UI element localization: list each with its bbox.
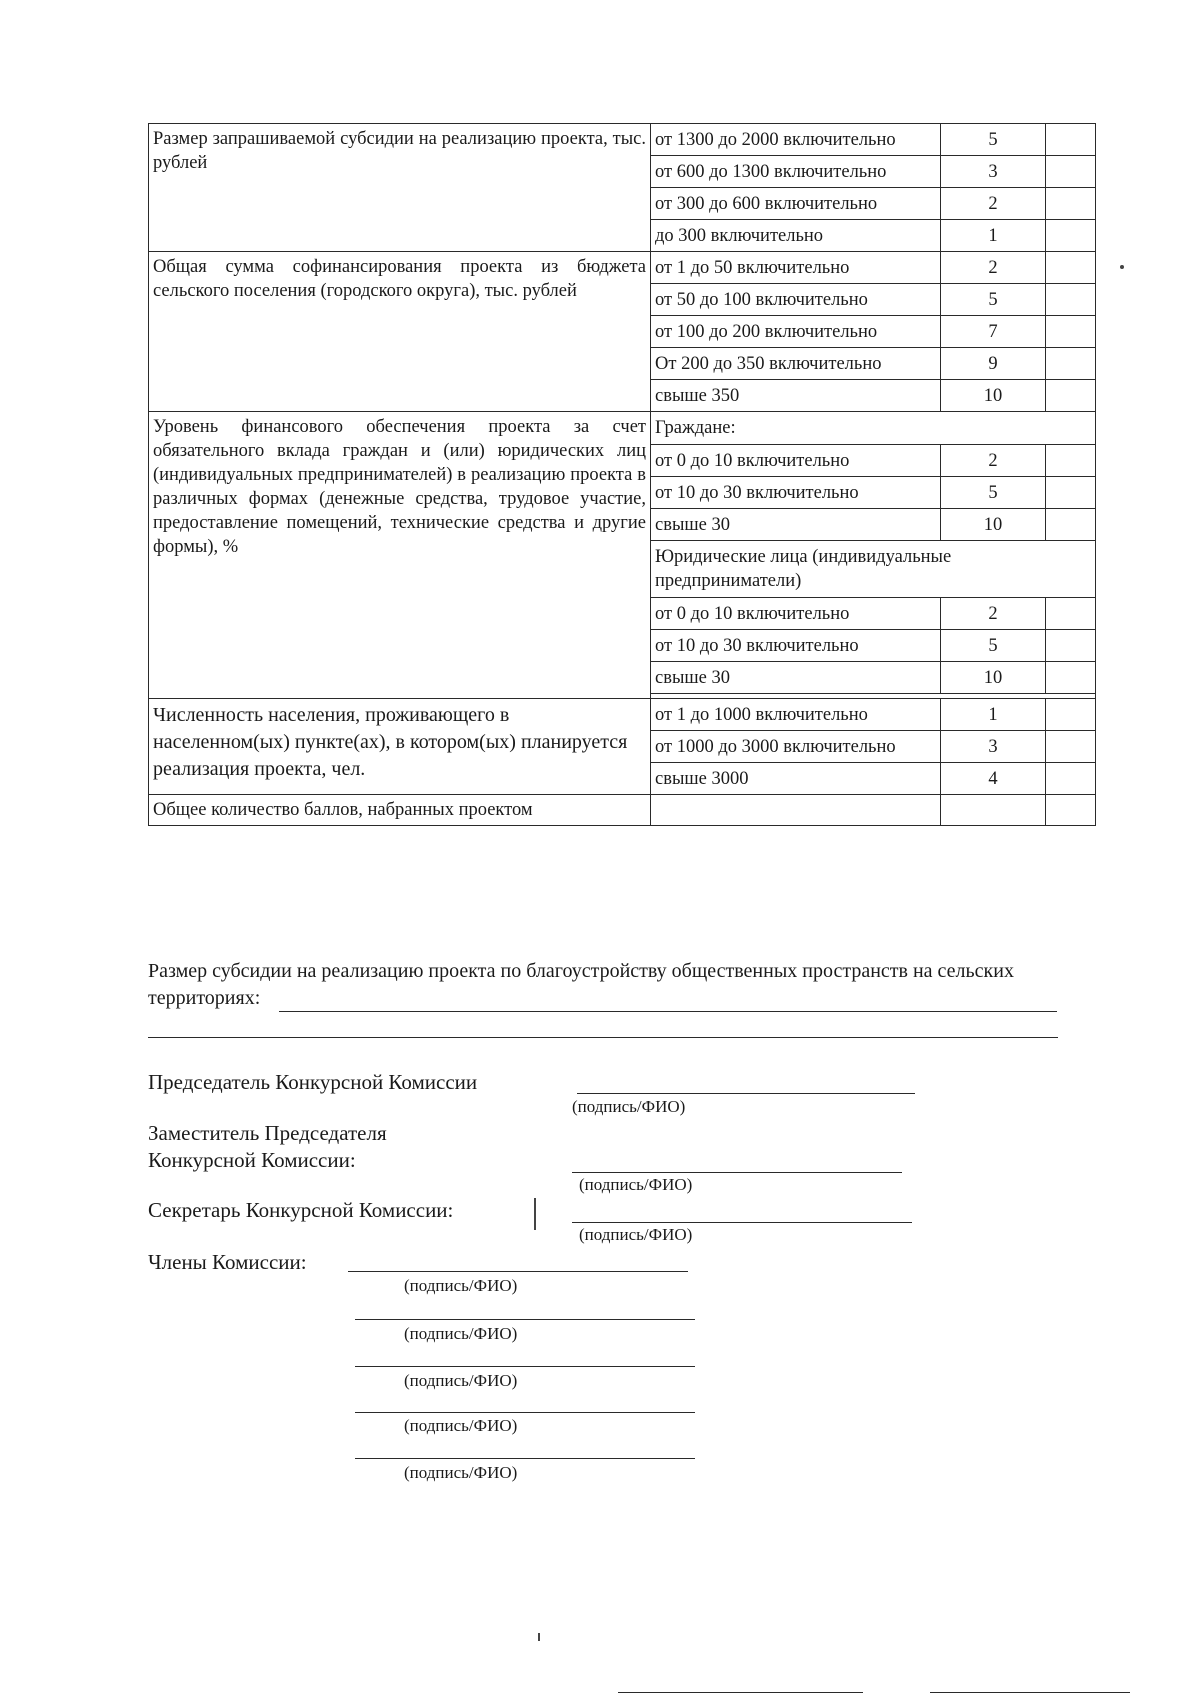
empty-cell: [1046, 763, 1096, 795]
empty-cell: [1046, 252, 1096, 284]
score-cell: 5: [941, 477, 1046, 509]
criterion-label: Численность населения, проживающего в населенном(ых) пункте(ах), в котором(ых) планируется реализация проекта, чел.: [149, 699, 651, 795]
sig-caption: (подпись/ФИО): [404, 1276, 518, 1295]
range-cell: от 300 до 600 включительно: [651, 188, 941, 220]
deputy-label-1: Заместитель Председателя: [148, 1121, 387, 1145]
score-cell: 5: [941, 124, 1046, 156]
score-cell: 3: [941, 156, 1046, 188]
empty-cell: [651, 795, 941, 826]
range-cell: от 50 до 100 включительно: [651, 284, 941, 316]
range-cell: от 600 до 1300 включительно: [651, 156, 941, 188]
range-cell: свыше 3000: [651, 763, 941, 795]
member-sign-line: [355, 1412, 695, 1413]
empty-cell: [1046, 662, 1096, 694]
sig-caption: (подпись/ФИО): [404, 1416, 518, 1435]
deputy-sign-line: [572, 1172, 902, 1173]
range-cell: свыше 30: [651, 509, 941, 541]
empty-cell: [1046, 380, 1096, 412]
score-cell: 10: [941, 509, 1046, 541]
score-cell: 2: [941, 252, 1046, 284]
score-cell: 5: [941, 630, 1046, 662]
table-row: [149, 252, 1096, 284]
criterion-label: Уровень финансового обеспечения проекта за счет обязательного вклада граждан и (или) юридических лиц (индивидуальных предпринимателей) в реализацию проекта в различных формах (денежные средства, трудовое участие, предоставление помещений, технические средства и другие формы), %: [149, 412, 651, 699]
sig-caption: (подпись/ФИО): [404, 1371, 518, 1390]
range-cell: свыше 350: [651, 380, 941, 412]
score-cell: 10: [941, 380, 1046, 412]
score-cell: 4: [941, 763, 1046, 795]
empty-cell: [1046, 220, 1096, 252]
range-cell: от 1 до 50 включительно: [651, 252, 941, 284]
sig-caption: (подпись/ФИО): [579, 1225, 693, 1244]
score-cell: 5: [941, 284, 1046, 316]
empty-cell: [1046, 188, 1096, 220]
subsidy-text-2: территориях:: [148, 987, 261, 1009]
secretary-sign-line: [572, 1222, 912, 1223]
score-cell: 7: [941, 316, 1046, 348]
range-cell: до 300 включительно: [651, 220, 941, 252]
group-title: Юридические лица (индивидуальные предприниматели): [651, 541, 1096, 598]
scan-line: [930, 1692, 1130, 1693]
member-sign-line: [355, 1319, 695, 1320]
scan-mark: [534, 1198, 536, 1230]
empty-cell: [1046, 731, 1096, 763]
chairman-sign-line: [577, 1093, 915, 1094]
criterion-label: Размер запрашиваемой субсидии на реализацию проекта, тыс. рублей: [149, 124, 651, 252]
table-row-total: [149, 795, 1096, 826]
chairman-label: Председатель Конкурсной Комиссии: [148, 1070, 478, 1094]
range-cell: от 10 до 30 включительно: [651, 630, 941, 662]
empty-cell: [1046, 124, 1096, 156]
scan-mark: [538, 1633, 540, 1641]
range-cell: от 1000 до 3000 включительно: [651, 731, 941, 763]
range-cell: от 100 до 200 включительно: [651, 316, 941, 348]
member-sign-line: [348, 1271, 688, 1272]
members-label: Члены Комиссии:: [148, 1250, 307, 1274]
subsidy-underline-2: [148, 1037, 1058, 1038]
range-cell: от 0 до 10 включительно: [651, 445, 941, 477]
score-cell: 1: [941, 220, 1046, 252]
sig-caption: (подпись/ФИО): [579, 1175, 693, 1194]
sig-caption: (подпись/ФИО): [572, 1097, 686, 1116]
empty-cell: [1046, 316, 1096, 348]
score-cell: 10: [941, 662, 1046, 694]
subsidy-underline: [279, 1011, 1057, 1012]
member-sign-line: [355, 1458, 695, 1459]
sig-caption: (подпись/ФИО): [404, 1463, 518, 1482]
empty-cell: [1046, 630, 1096, 662]
table-row: [149, 124, 1096, 156]
sig-caption: (подпись/ФИО): [404, 1324, 518, 1343]
range-cell: От 200 до 350 включительно: [651, 348, 941, 380]
range-cell: от 1 до 1000 включительно: [651, 699, 941, 731]
score-cell: 2: [941, 598, 1046, 630]
score-cell: 2: [941, 188, 1046, 220]
range-cell: от 1300 до 2000 включительно: [651, 124, 941, 156]
group-title: Граждане:: [651, 412, 1096, 445]
empty-cell: [1046, 699, 1096, 731]
table-row: [149, 412, 1096, 445]
score-cell: 1: [941, 699, 1046, 731]
empty-cell: [1046, 156, 1096, 188]
total-label: Общее количество баллов, набранных проектом: [149, 795, 651, 826]
empty-cell: [1046, 284, 1096, 316]
score-cell: 2: [941, 445, 1046, 477]
empty-cell: [1046, 795, 1096, 826]
range-cell: от 10 до 30 включительно: [651, 477, 941, 509]
score-cell: 9: [941, 348, 1046, 380]
table-row: [149, 699, 1096, 731]
criteria-table: [148, 123, 1096, 826]
deputy-label-2: Конкурсной Комиссии:: [148, 1148, 356, 1172]
scan-line: [618, 1692, 863, 1693]
scan-dot: [1120, 265, 1124, 269]
empty-cell: [1046, 598, 1096, 630]
score-cell: 3: [941, 731, 1046, 763]
member-sign-line: [355, 1366, 695, 1367]
range-cell: от 0 до 10 включительно: [651, 598, 941, 630]
criterion-label: Общая сумма софинансирования проекта из бюджета сельского поселения (городского округа), тыс. рублей: [149, 252, 651, 412]
empty-cell: [1046, 348, 1096, 380]
empty-cell: [1046, 509, 1096, 541]
secretary-label: Секретарь Конкурсной Комиссии:: [148, 1198, 454, 1222]
range-cell: свыше 30: [651, 662, 941, 694]
empty-cell: [1046, 445, 1096, 477]
subsidy-text: Размер субсидии на реализацию проекта по благоустройству общественных пространств на сельских: [148, 960, 1014, 982]
empty-cell: [1046, 477, 1096, 509]
empty-cell: [941, 795, 1046, 826]
